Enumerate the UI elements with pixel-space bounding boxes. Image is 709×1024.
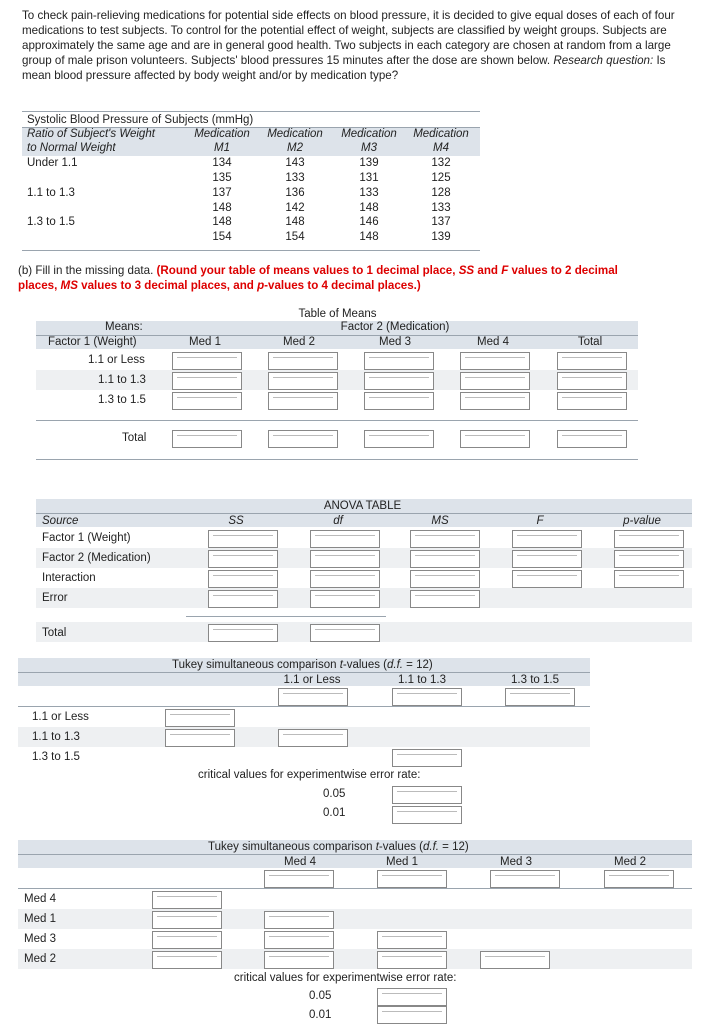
tukey1-crit-input[interactable]	[392, 806, 462, 824]
tukey2-input[interactable]	[264, 931, 334, 949]
instruction	[18, 263, 618, 293]
df-input[interactable]	[310, 530, 380, 548]
tukey2-col: Med 3	[500, 856, 532, 868]
mean-input[interactable]	[460, 372, 530, 390]
row-header-1: Ratio of Subject's Weight	[27, 128, 155, 140]
col-medication-4: Medication	[413, 128, 469, 140]
mean-total-input[interactable]	[364, 430, 434, 448]
tukey1-row-label: 1.3 to 1.5	[32, 751, 80, 763]
df-input[interactable]	[310, 570, 380, 588]
data-cell: 154	[285, 231, 305, 243]
tukey2-title: Tukey simultaneous comparison t-values (d.f. = 12)	[208, 841, 469, 853]
tukey2-header-input[interactable]	[604, 870, 674, 888]
tukey2-input[interactable]	[152, 951, 222, 969]
tukey1-header-input[interactable]	[392, 688, 462, 706]
tukey2-input[interactable]	[377, 951, 447, 969]
f-input[interactable]	[512, 530, 582, 548]
data-cell: 137	[431, 216, 451, 228]
pvalue-input[interactable]	[614, 550, 684, 568]
means-row-label: 1.1 or Less	[88, 354, 145, 366]
anova-title: ANOVA TABLE	[323, 500, 402, 512]
tukey2-input[interactable]	[264, 911, 334, 929]
tukey2-col: Med 1	[386, 856, 418, 868]
mean-input[interactable]	[557, 352, 627, 370]
pvalue-input[interactable]	[614, 570, 684, 588]
research-question: Is mean blood pressure affected by body weight and/or by medication type?	[22, 54, 666, 82]
means-row-label: 1.1 to 1.3	[98, 374, 146, 386]
data-cell: 143	[285, 157, 305, 169]
ss-input[interactable]	[208, 590, 278, 608]
rounding-instructions: (Round your table of means values to 1 decimal place, SS and F values to 2 decimal places, MS values to 3 decimal places, and p-values to 4 decimal places.)	[18, 264, 618, 292]
tukey1-input[interactable]	[278, 729, 348, 747]
means-row-label: 1.3 to 1.5	[98, 394, 146, 406]
tukey2-input[interactable]	[377, 931, 447, 949]
problem-text: To check pain-relieving medications for potential side effects on blood pressure, it is decided to give equal doses of each of four medications to test subjects. To control for the potential effect of weight, subjects are classified by weight groups. Subjects are approximately the same age and are in general good health. Two subjects in each category are chosen at random from a large group of male prison volunteers. Subjects' blood pressures 15 minutes after the dose are shown below.	[22, 9, 675, 67]
data-cell: 133	[285, 172, 305, 184]
means-table-title: Table of Means	[298, 308, 377, 320]
col-df: df	[333, 515, 343, 527]
data-cell: 148	[212, 202, 232, 214]
tukey1-col: 1.1 to 1.3	[398, 674, 446, 686]
tukey2-row-label: Med 1	[24, 913, 56, 925]
data-cell: 148	[359, 231, 379, 243]
tukey2-input[interactable]	[264, 951, 334, 969]
tukey2-alpha: 0.05	[309, 990, 332, 1002]
tukey2-row-label: Med 2	[24, 953, 56, 965]
data-cell: 154	[212, 231, 232, 243]
col-m2: M2	[287, 142, 303, 154]
tukey2-header-input[interactable]	[490, 870, 560, 888]
anova-total-label: Total	[42, 627, 67, 639]
tukey2-input[interactable]	[152, 931, 222, 949]
tukey2-row-label: Med 3	[24, 933, 56, 945]
tukey2-col: Med 2	[614, 856, 646, 868]
col-med1: Med 1	[189, 336, 221, 348]
ss-total-input[interactable]	[208, 624, 278, 642]
df-total-input[interactable]	[310, 624, 380, 642]
tukey1-header-input[interactable]	[278, 688, 348, 706]
tukey1-title: Tukey simultaneous comparison t-values (d.f. = 12)	[172, 659, 433, 671]
data-cell: 134	[212, 157, 232, 169]
col-med3: Med 3	[379, 336, 411, 348]
mean-input[interactable]	[460, 352, 530, 370]
col-m1: M1	[214, 142, 230, 154]
mean-input[interactable]	[364, 392, 434, 410]
mean-total-input[interactable]	[268, 430, 338, 448]
ss-input[interactable]	[208, 570, 278, 588]
data-cell: 132	[431, 157, 451, 169]
mean-input[interactable]	[364, 352, 434, 370]
data-cell: 146	[359, 216, 379, 228]
factor1-label: Factor 1 (Weight)	[48, 336, 137, 348]
data-cell: 128	[431, 187, 451, 199]
ss-input[interactable]	[208, 550, 278, 568]
tukey2-input[interactable]	[152, 911, 222, 929]
tukey2-crit-input[interactable]	[377, 1006, 447, 1024]
tukey1-col: 1.1 or Less	[283, 674, 341, 686]
anova-row-label: Factor 1 (Weight)	[42, 532, 131, 544]
data-cell: 142	[285, 202, 305, 214]
col-total: Total	[577, 336, 603, 348]
row-label: 1.3 to 1.5	[27, 216, 75, 228]
row-header-2: to Normal Weight	[27, 142, 116, 154]
ms-input[interactable]	[410, 590, 480, 608]
data-cell: 139	[359, 157, 379, 169]
factor2-label: Factor 2 (Medication)	[340, 321, 450, 333]
col-med4: Med 4	[477, 336, 509, 348]
tukey2-input[interactable]	[152, 891, 222, 909]
tukey1-input[interactable]	[392, 749, 462, 767]
data-cell: 136	[285, 187, 305, 199]
mean-total-input[interactable]	[557, 430, 627, 448]
data-cell: 148	[285, 216, 305, 228]
mean-input[interactable]	[460, 392, 530, 410]
mean-input[interactable]	[557, 392, 627, 410]
mean-input[interactable]	[557, 372, 627, 390]
ms-input[interactable]	[410, 530, 480, 548]
tukey2-crit-label: critical values for experimentwise error rate:	[234, 972, 457, 984]
mean-total-input[interactable]	[460, 430, 530, 448]
tukey2-header-input[interactable]	[377, 870, 447, 888]
research-question-label: Research question:	[553, 54, 654, 67]
instruction-prefix: (b) Fill in the missing data.	[18, 264, 157, 277]
tukey1-crit-input[interactable]	[392, 786, 462, 804]
data-cell: 133	[431, 202, 451, 214]
col-medication-2: Medication	[267, 128, 323, 140]
mean-input[interactable]	[268, 392, 338, 410]
tukey1-row-label: 1.1 or Less	[32, 711, 89, 723]
ms-input[interactable]	[410, 570, 480, 588]
data-cell: 125	[431, 172, 451, 184]
pvalue-input[interactable]	[614, 530, 684, 548]
f-input[interactable]	[512, 570, 582, 588]
data-cell: 139	[431, 231, 451, 243]
tukey2-row-label: Med 4	[24, 893, 56, 905]
mean-input[interactable]	[172, 372, 242, 390]
anova-row-label: Interaction	[42, 572, 96, 584]
col-medication-1: Medication	[194, 128, 250, 140]
col-m3: M3	[361, 142, 377, 154]
df-input[interactable]	[310, 550, 380, 568]
mean-input[interactable]	[172, 352, 242, 370]
mean-input[interactable]	[364, 372, 434, 390]
tukey1-crit-label: critical values for experimentwise error rate:	[198, 769, 421, 781]
tukey2-input[interactable]	[480, 951, 550, 969]
col-source: Source	[42, 515, 79, 527]
tukey2-header-input[interactable]	[264, 870, 334, 888]
tukey1-alpha: 0.01	[323, 807, 346, 819]
row-label: Under 1.1	[27, 157, 78, 169]
data-cell: 135	[212, 172, 232, 184]
data-cell: 137	[212, 187, 232, 199]
col-pvalue: p-value	[623, 515, 661, 527]
means-total-label: Total	[122, 432, 147, 444]
tukey2-alpha: 0.01	[309, 1009, 332, 1021]
tukey1-row-label: 1.1 to 1.3	[32, 731, 80, 743]
tukey1-col: 1.3 to 1.5	[511, 674, 559, 686]
means-label: Means:	[105, 321, 143, 333]
col-ss: SS	[228, 515, 244, 527]
col-medication-3: Medication	[341, 128, 397, 140]
col-m4: M4	[433, 142, 449, 154]
anova-row-label: Error	[42, 592, 68, 604]
data-cell: 133	[359, 187, 379, 199]
tukey1-input[interactable]	[165, 709, 235, 727]
mean-total-input[interactable]	[172, 430, 242, 448]
ss-input[interactable]	[208, 530, 278, 548]
mean-input[interactable]	[268, 352, 338, 370]
data-table-title: Systolic Blood Pressure of Subjects (mmHg)	[27, 114, 254, 126]
f-input[interactable]	[512, 550, 582, 568]
tukey1-alpha: 0.05	[323, 788, 346, 800]
data-cell: 148	[212, 216, 232, 228]
col-ms: MS	[431, 515, 449, 527]
ms-input[interactable]	[410, 550, 480, 568]
tukey1-header-input[interactable]	[505, 688, 575, 706]
row-label: 1.1 to 1.3	[27, 187, 75, 199]
mean-input[interactable]	[172, 392, 242, 410]
data-cell: 148	[359, 202, 379, 214]
df-input[interactable]	[310, 590, 380, 608]
problem-statement	[22, 8, 690, 83]
tukey2-col: Med 4	[284, 856, 316, 868]
tukey1-input[interactable]	[165, 729, 235, 747]
col-med2: Med 2	[283, 336, 315, 348]
mean-input[interactable]	[268, 372, 338, 390]
col-f: F	[536, 515, 544, 527]
tukey2-crit-input[interactable]	[377, 988, 447, 1006]
data-cell: 131	[359, 172, 379, 184]
anova-row-label: Factor 2 (Medication)	[42, 552, 151, 564]
